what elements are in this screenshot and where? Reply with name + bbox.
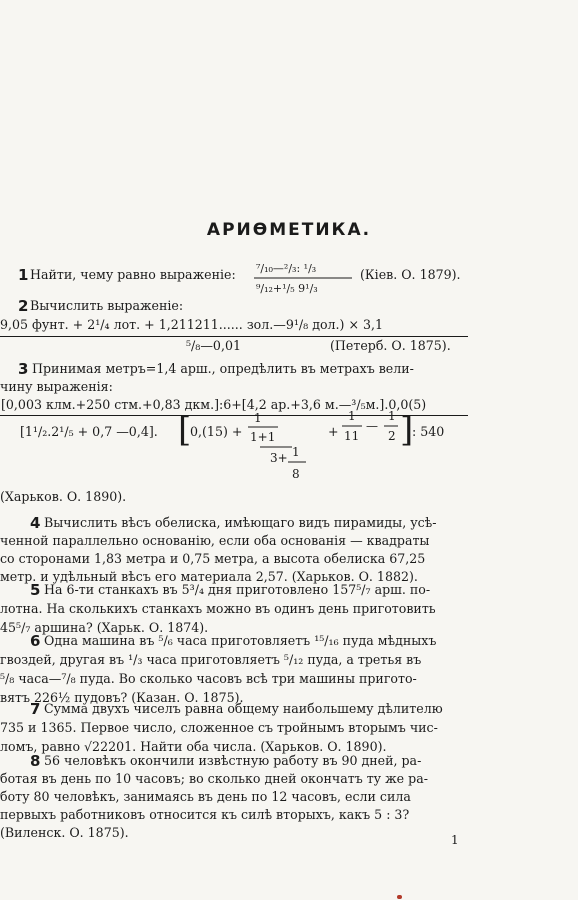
problem-1 [18, 258, 563, 298]
expression-part: + [328, 424, 339, 439]
problem-line: боту 80 человѣкъ, занимаясь въ день по 12 часовъ, если сила [0, 789, 411, 804]
svg-text:2: 2 [388, 429, 396, 443]
problem-number: 3 [18, 360, 29, 378]
problem-line: ⁵/₈ часа—⁷/₈ пуда. Во сколько часовъ всѣ три машины пригото- [0, 671, 417, 686]
problem-text: Найти, чему равно выраженіе: [30, 267, 236, 282]
bracket: [ [178, 410, 192, 450]
problem-line: со сторонами 1,83 метра и 0,75 метра, а высота обелиска 67,25 [0, 551, 426, 566]
fraction-pair [342, 406, 404, 446]
problem-2 [0, 297, 578, 357]
problem-line: Принимая метръ=1,4 арш., опредѣлить въ метрахъ вели- [32, 361, 414, 376]
expression-denominator: ⁵/₈—0,01 [186, 338, 241, 353]
svg-text:1: 1 [348, 409, 356, 423]
svg-text:8: 8 [292, 467, 300, 481]
problem-number: 5 [30, 581, 41, 599]
svg-text:1: 1 [292, 445, 300, 459]
svg-text:1+1: 1+1 [250, 430, 276, 444]
problem-line: 45⁵/₇ аршина? (Харьк. О. 1874). [0, 620, 209, 635]
red-mark [397, 895, 402, 899]
page-number: 1 [451, 833, 459, 847]
problem-line: первыхъ работниковъ относится къ силѣ вторыхъ, какъ 5 : 3? [0, 807, 410, 822]
problem-source: (Петерб. О. 1875). [330, 338, 451, 353]
svg-text:—: — [366, 419, 378, 433]
problem-source: (Кіев. О. 1879). [360, 267, 461, 282]
problem-line: 735 и 1365. Первое число, сложенное съ тройнымъ вторымъ чис- [0, 720, 438, 735]
svg-text:1: 1 [254, 411, 262, 425]
problem-number: 6 [30, 632, 41, 650]
problem-line: На 6-ти станкахъ въ 5³/₄ дня приготовлено 157⁵/₇ арш. по- [44, 582, 431, 597]
problem-line: (Виленск. О. 1875). [0, 825, 129, 840]
problem-line: ломъ, равно √22201. Найти оба числа. (Харьков. О. 1890). [0, 739, 387, 754]
formula-1 [254, 258, 364, 298]
svg-text:⁹/₁₂+¹/₅ 9¹/₃: ⁹/₁₂+¹/₅ 9¹/₃ [256, 282, 318, 295]
problem-line: Сумма двухъ чиселъ равна общему наибольшему дѣлителю [44, 701, 443, 716]
problem-text: Вычислить выраженіе: [30, 298, 184, 313]
expression-part: : 540 [412, 424, 445, 439]
problem-number: 8 [30, 752, 41, 770]
bracket: ] [400, 410, 414, 450]
problem-number: 2 [18, 297, 29, 315]
problem-line: метр. и удѣльный вѣсъ его материала 2,57. (Харьков. О. 1882). [0, 569, 418, 584]
problem-line: лотна. На сколькихъ станкахъ можно въ одинъ день приготовить [0, 601, 436, 616]
problem-line: гвоздей, другая въ ¹/₃ часа приготовляетъ ⁵/₁₂ пуда, а третья въ [0, 652, 422, 667]
page-title: АРИѲМЕТИКА. [206, 220, 372, 240]
problem-3 [0, 360, 578, 510]
problem-number: 1 [18, 266, 29, 284]
expression-line: 9,05 фунт. + 2¹/₄ лот. + 1,211211...... зол.—9¹/₈ дол.) × 3,1 [0, 317, 384, 332]
problem-number: 7 [30, 700, 41, 718]
problem-line: Вычислить вѣсъ обелиска, имѣющаго видъ пирамиды, усѣ- [44, 515, 437, 530]
svg-text:3+: 3+ [270, 451, 288, 465]
continued-fraction [248, 406, 328, 490]
problem-source: (Харьков. О. 1890). [0, 489, 127, 504]
problem-line: вятъ 226½ пудовъ? (Казан. О. 1875). [0, 690, 244, 705]
problem-line: ботая въ день по 10 часовъ; во сколько дней окончатъ ту же ра- [0, 771, 428, 786]
svg-text:⁷/₁₀—²/₃: ¹/₃: ⁷/₁₀—²/₃: ¹/₃ [256, 262, 317, 275]
problem-line: чину выраженія: [0, 379, 113, 394]
expression-part: 0,(15) + [190, 424, 243, 439]
problem-line: Одна машина въ ⁵/₆ часа приготовляетъ ¹⁵/₁₆ пуда мѣдныхъ [44, 633, 437, 648]
problem-line: ченной параллельно основанію, если оба основанія — квадраты [0, 533, 430, 548]
problem-line: 56 человѣкъ окончили извѣстную работу въ 90 дней, ра- [44, 753, 422, 768]
expression-line: [0,003 клм.+250 стм.+0,83 дкм.]:6+[4,2 ар.+3,6 м.—³/₅м.].0,0(5) [1, 397, 427, 412]
problem-number: 4 [30, 514, 41, 532]
svg-text:1: 1 [388, 409, 396, 423]
svg-text:11: 11 [344, 429, 360, 443]
expression-line: [1¹/₂.2¹/₅ + 0,7 —0,4]. [20, 424, 158, 439]
